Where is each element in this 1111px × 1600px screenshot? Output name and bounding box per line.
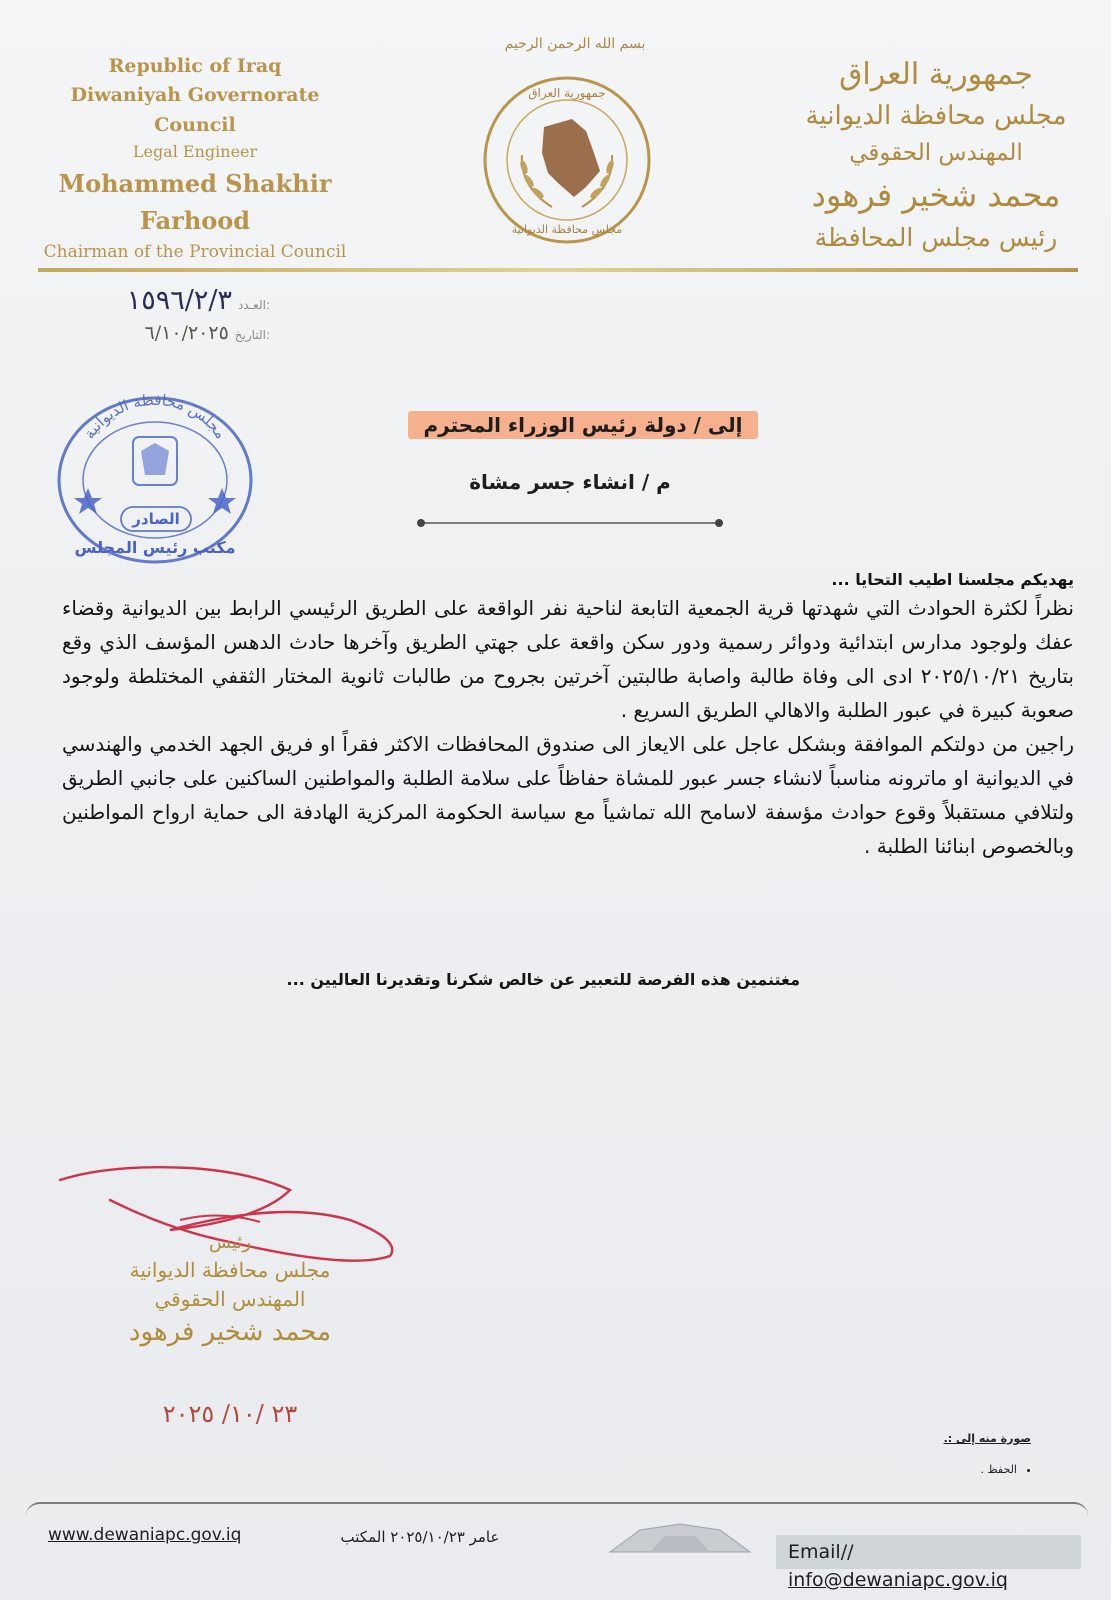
signature-name: محمد شخير فرهود bbox=[128, 1317, 332, 1348]
signature-council: مجلس محافظة الديوانية bbox=[129, 1258, 331, 1283]
stamp-star-icon bbox=[208, 488, 236, 514]
reference-date-value: ٦/١٠/٢٠٢٥ bbox=[144, 322, 229, 344]
footer-office-note: عامر ٢٠٢٥/١٠/٢٣ المكتب bbox=[340, 1528, 500, 1546]
letterhead-position-en: Chairman of the Provincial Council bbox=[43, 242, 347, 263]
addressee-highlight: إلى / دولة رئيس الوزراء المحترم bbox=[408, 411, 759, 439]
stamp-top-text: مجلس محافظة الديوانية bbox=[80, 390, 230, 443]
signature-block bbox=[90, 1230, 370, 1352]
signature-date: ٢٣ /١٠/ ٢٠٢٥ bbox=[162, 1400, 298, 1428]
copy-to-item: • الحفظ . bbox=[851, 1463, 1017, 1476]
signature-role: رئيس bbox=[208, 1232, 252, 1253]
footer-website-link[interactable]: www.dewaniapc.gov.iq bbox=[48, 1525, 242, 1545]
letterhead-country-en: Republic of Iraq bbox=[108, 55, 282, 77]
body-paragraph-2: راجين من دولتكم الموافقة وبشكل عاجل على الايعاز الى صندوق المحافظات الاكثر فقراً او فريق الجهد الخدمي والهندسي في الديوانية او ماترونه مناسباً لانشاء جسر عبور للمشاة حفاظاً على سلامة الطلبة والمواطنين الساكنين على جانبي الطريق ولتلافي مستقبلاً وقوع حوادث مؤسفة لاسامح الله تماشياً مع سياسة الحكومة المركزية الهادفة الى حماية ارواح المواطنين وبالخصوص ابنائنا الطلبة . bbox=[62, 732, 1074, 858]
copy-to-block bbox=[851, 1432, 1031, 1476]
reference-block bbox=[40, 285, 270, 344]
reference-number-value: ١٥٩٦/٢/٣ bbox=[126, 285, 233, 316]
letterhead-title-ar: المهندس الحقوقي bbox=[849, 140, 1023, 166]
letterhead-position-ar: رئيس مجلس المحافظة bbox=[814, 222, 1058, 252]
reference-number-label: العـدد: bbox=[238, 298, 270, 312]
emblem-bottom-text: مجلس محافظة الديوانية bbox=[511, 223, 623, 236]
stamp-star-icon bbox=[74, 488, 102, 514]
council-stamp bbox=[55, 385, 255, 565]
footer-email-box bbox=[776, 1535, 1081, 1591]
subject-line: م / انشاء جسر مشاة bbox=[469, 470, 671, 494]
basmala: بسم الله الرحمن الرحيم bbox=[504, 36, 646, 52]
reference-number-row bbox=[40, 285, 270, 316]
letterhead-name-ar: محمد شخير فرهود bbox=[811, 175, 1061, 214]
signature-title: المهندس الحقوقي bbox=[154, 1287, 306, 1312]
subject-divider bbox=[415, 518, 725, 528]
body-paragraph-1: نظراً لكثرة الحوادث التي شهدتها قرية الجمعية التابعة لناحية نفر الواقعة على الطريق الرئيسي الرابط بين الديوانية وقضاء عفك ولوجود مدارس ابتدائية ودوائر رسمية ودور سكن واقعة على جهتي الطريق وآخرها حادث الدهس المؤسف الذي وقع بتاريخ ٢٠٢٥/١٠/٢١ ادى الى وفاة طالبة واصابة طالبتين آخرتين بجروح من طالبات ثانوية المختار الثقفي المختلطة ولوجود صعوبة كبيرة في عبور الطلبة والاهالي الطريق السريع . bbox=[62, 596, 1074, 722]
emblem-top-text: جمهورية العراق bbox=[528, 86, 606, 100]
letterhead-council-ar: مجلس محافظة الديوانية bbox=[805, 101, 1067, 131]
letterhead-name-en: Mohammed Shakhir Farhood bbox=[58, 169, 332, 236]
arabic-letterhead bbox=[786, 52, 1086, 256]
addressee-line bbox=[390, 411, 776, 447]
copy-to-title: صورة منه إلى :. bbox=[943, 1432, 1031, 1445]
greeting: يهديكم مجلسنا اطيب التحايا ... bbox=[831, 570, 1074, 589]
footer-email-label: Email// bbox=[788, 1541, 854, 1563]
letter-body bbox=[62, 570, 1074, 863]
letterhead-title-en: Legal Engineer bbox=[132, 142, 258, 162]
letterhead-council-en: Diwaniyah Governorate Council bbox=[70, 84, 320, 136]
reference-date-label: التاريخ: bbox=[234, 328, 270, 342]
header-divider bbox=[38, 268, 1078, 272]
reference-date-row bbox=[40, 322, 270, 344]
stamp-bottom-text: مكتب رئيس المجلس bbox=[74, 538, 236, 557]
footer-emblem-icon bbox=[600, 1522, 760, 1558]
stamp-center-text: الصادر bbox=[132, 510, 180, 528]
iraq-emblem-icon bbox=[482, 75, 652, 245]
closing-line: مغتنمين هذه الفرصة للتعبير عن خالص شكرنا وتقديرنا العاليين ... bbox=[286, 970, 800, 989]
footer-email-link[interactable]: info@dewaniapc.gov.iq bbox=[788, 1569, 1008, 1591]
english-letterhead bbox=[40, 52, 350, 266]
letterhead-country-ar: جمهورية العراق bbox=[839, 57, 1033, 92]
